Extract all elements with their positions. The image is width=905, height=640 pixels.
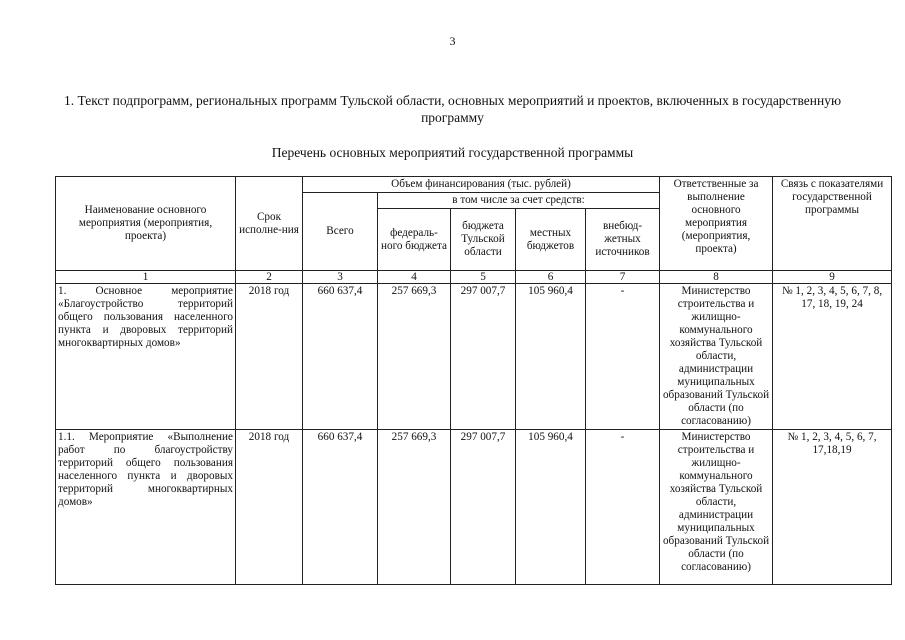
column-number-row [56, 271, 892, 284]
header-local: местных бюджетов [516, 209, 586, 271]
column-number: 6 [516, 271, 586, 284]
column-number: 5 [451, 271, 516, 284]
header-funding: Объем финансирования (тыс. рублей) [303, 177, 660, 193]
measure-name: 1. Основное мероприятие «Благоустройство территорий общего пользования населенного пункта и дворовых территорий многоквартирных домов» [56, 284, 236, 430]
measure-responsible: Министерство строительства и жилищно-коммунального хозяйства Тульской области, администрации муниципальных образований Тульской области (по согласованию) [660, 430, 773, 585]
header-regional: бюджета Тульской области [451, 209, 516, 271]
measure-link: № 1, 2, 3, 4, 5, 6, 7, 17,18,19 [773, 430, 892, 585]
column-number: 9 [773, 271, 892, 284]
header-federal: федераль-ного бюджета [378, 209, 451, 271]
measure-name: 1.1. Мероприятие «Выполнение работ по благоустройству территорий общего пользования населенного пункта и дворовых территорий многоквартирных домов» [56, 430, 236, 585]
measure-extra: - [586, 430, 660, 585]
header-extra: внебюд-жетных источников [586, 209, 660, 271]
header-term: Срок исполне-ния [236, 177, 303, 271]
table-title: Перечень основных мероприятий государственной программы [271, 145, 634, 160]
measure-link: № 1, 2, 3, 4, 5, 6, 7, 8, 17, 18, 19, 24 [773, 284, 892, 430]
table-row [56, 284, 892, 430]
measure-term: 2018 год [236, 284, 303, 430]
header-total: Всего [303, 193, 378, 271]
measure-total: 660 637,4 [303, 284, 378, 430]
measure-total: 660 637,4 [303, 430, 378, 585]
measure-federal: 257 669,3 [378, 430, 451, 585]
header-responsible: Ответственные за выполнение основного мероприятия (мероприятия, проекта) [660, 177, 773, 271]
column-number: 4 [378, 271, 451, 284]
header-link: Связь с показателями государственной программы [773, 177, 892, 271]
table-row [56, 430, 892, 585]
column-number: 8 [660, 271, 773, 284]
measure-regional: 297 007,7 [451, 430, 516, 585]
column-number: 2 [236, 271, 303, 284]
measure-regional: 297 007,7 [451, 284, 516, 430]
measure-local: 105 960,4 [516, 430, 586, 585]
measure-term: 2018 год [236, 430, 303, 585]
section-heading: 1. Текст подпрограмм, региональных программ Тульской области, основных мероприятий и проектов, включенных в государственную программу [63, 93, 842, 125]
measure-responsible: Министерство строительства и жилищно-коммунального хозяйства Тульской области, администрации муниципальных образований Тульской области (по согласованию) [660, 284, 773, 430]
column-number: 3 [303, 271, 378, 284]
header-name: Наименование основного мероприятия (мероприятия, проекта) [56, 177, 236, 271]
column-number: 1 [56, 271, 236, 284]
measure-federal: 257 669,3 [378, 284, 451, 430]
measure-extra: - [586, 284, 660, 430]
header-including: в том числе за счет средств: [378, 193, 660, 209]
program-measures-table [55, 176, 892, 585]
measure-local: 105 960,4 [516, 284, 586, 430]
header-row-1 [56, 177, 892, 193]
page-number: 3 [449, 34, 456, 48]
column-number: 7 [586, 271, 660, 284]
